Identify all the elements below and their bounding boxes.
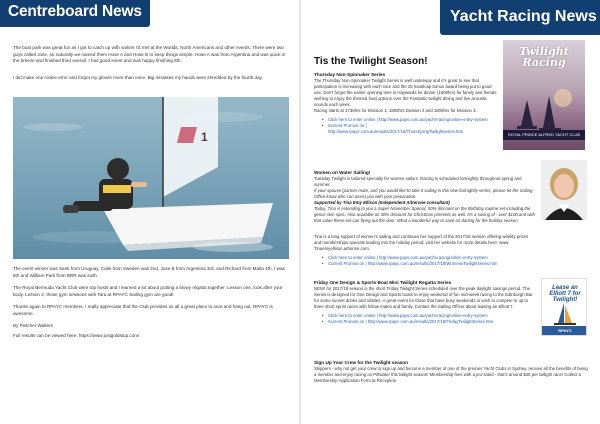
crew-signup-text: Skippers - why not get your crew to sign up and become a member of one of the premier Yacht Clubs in Sydney, receive all the benefits of being a member and enjoy racing on Pittwater this twilight season! Membership fees with a pro-rated - that’s around $25 per twilight race! Collect a Membership Application Form at Reception. xyxy=(314,366,588,383)
left-page xyxy=(0,0,299,424)
women-promos-link[interactable]: • Current Promos on | http://www.rpayc.com.au/results/2017/18/WomensTwilightseries.htm xyxy=(322,261,536,267)
elliott-lease-poster xyxy=(541,278,587,336)
hosts-paragraph: The Royal Bermuda Yacht Club were top hosts and I learned a lot about putting a blowy regatta together. Lesson one, look after your body. Lesson 2, those gym sessions with Tara at RPAYC Sailing gym are good! xyxy=(13,285,283,297)
page-title: Yacht Racing News xyxy=(450,8,597,25)
sponsor-offer: Today, Tina is extending to you a Super November Special, 50% discount on the Birthday routine set including the genus skin spec. Also available as 30% discount for Christmas presents as well. It’s a saving of - over $100 and with that value these set can flying out the door. What a wonderful way to save on darling for the holiday season. xyxy=(314,206,535,223)
page-title: Centreboard News xyxy=(8,3,142,20)
thursday-series-text: The Thursday Non-Spinnaker Twilight Series is well underway and it’s great to see that participation is increasing with each race and the 25 handicap bonus award being put to good use. Don’t forget the earlier opening time in Haywards for dinner (1800hrs) for family and friends wishing to enjoy the themed food options over the Fantastic twilight dining and live acoustic sounds each week. xyxy=(314,78,497,107)
friday-promos-link[interactable]: • Current Promos on | http://www.rpayc.com.au/results/2017/18/FridayTwilightSeries.htm xyxy=(322,319,536,325)
women-on-water-subheading: Women on Water Sailing! xyxy=(314,170,371,175)
women-on-water-support-text: Tina is a long support of women’s sailing and continues her support of the 2017/18 season offering weekly prizes and memberships specials leading into the holiday period; visit her website for more details here: www. Tinaemyellison.arbonne.com. xyxy=(314,234,529,251)
women-on-water-text: Tuesday Twilight is tailored specially for women sailors. Racing is scheduled fortnightly throughout spring and summer. xyxy=(314,176,522,187)
women-on-water-italic: If your spouse (partner mate, and you would like to take it sailing in this new fortnightly series, please let the Sailing Office know who can assist you with your preparation. xyxy=(314,188,533,199)
centreboard-news-banner xyxy=(0,0,150,27)
crew-signup-subheading: Sign Up Your Crew for the Twilight season xyxy=(314,360,409,365)
thanks-paragraph: Thanks again to RPAYC members, I really appreciate that the Club provides us all a great place to race and hang out. RPAYC is awesome. xyxy=(13,304,273,316)
twilight-racing-poster xyxy=(503,40,585,150)
thursday-series-block xyxy=(314,72,497,135)
laser-sailing-photo xyxy=(13,97,289,259)
poster-footer-bar xyxy=(503,130,585,140)
thursday-start-times: Racing starts at 1730hrs for Division 1, 1800hrs Division 2 and 1805hrs for Division 3. xyxy=(314,108,477,113)
section-heading: Tis the Twilight Season! xyxy=(314,56,428,67)
women-entry-link[interactable]: • Click here to enter online | http://www.pays.com.au/yacht-racing/online-entry-system xyxy=(322,255,536,261)
poster-footer: ROYAL PRINCE ALFRED YACHT CLUB xyxy=(507,132,581,137)
elliott-poster-footer-text: RPAYC xyxy=(558,328,572,333)
byline: By Fletcher Walters xyxy=(13,323,53,328)
svg-text:1: 1 xyxy=(201,130,208,144)
friday-series-subheading: Friday One Design & Sports Boat Mini Twilight Regatta Series xyxy=(314,280,452,285)
elliott-poster-footer xyxy=(542,326,587,335)
laser-sailing-illustration xyxy=(13,97,289,259)
intro-paragraph: The boat park was great fun as I got to catch up with sailors I’d met at the Worlds, North Americans and other events. There were two guys called Jose, so naturally we named them Hose A and Hose B to keep things simple. Hose A was from Argentina and was quick in the breeze and finished third overall. I had good event and was happy finishing 6th. xyxy=(13,45,286,64)
thursday-series-subheading: Thursday Non-Spinnaker Series xyxy=(314,72,386,77)
poster-title: Twilight Racing xyxy=(519,45,569,69)
gloves-paragraph: I did make one rookie error and forgot my gloves more than once. Big mistakes my hands were shredded by the fourth day. xyxy=(13,75,263,80)
thursday-promos-link[interactable]: • Current Promos on | http://www.rpayc.com.au/results/2017/18/ThursSprngTwilightseries.htm xyxy=(322,123,497,135)
sponsor-portrait-photo xyxy=(541,160,587,220)
results-paragraph: The event winner was Santi from Uruguay, Caile from Sweden was 2nd, Jose B from Argentina 3rd, and Richard from Malta 4th, I was 6th and William Park from BRR was sixth. xyxy=(13,266,285,278)
thursday-entry-link[interactable]: • Click here to enter online | http://www.pays.com.au/yacht-racing/online-entry-system xyxy=(322,117,497,123)
friday-series-text: NEW! for 2017/18 season is the short Friday Twilight Series scheduled over the peak daylight savings period. The Series is designed for One Design and Sports boats to enjoy weekend of fun mid-week racing to the Edinburgh Bar for some sunset drinks and nibbles. A great event for those that have busy weekends or wish to compete in up to three short sprint races with fellow mates and family. Contact the Sailing Officer about leasing an Elliott 7. xyxy=(314,286,533,309)
yacht-racing-news-banner xyxy=(440,0,600,35)
women-on-water-support-block xyxy=(314,234,536,267)
right-page xyxy=(301,0,600,424)
portrait-illustration xyxy=(541,160,587,220)
friday-entry-link[interactable]: • Click here to enter online | http://www.pays.com.au/yacht-racing/online-entry-system xyxy=(322,313,536,319)
sponsor-line: Supported by Tina Emy Ellison (Independent Aitrerone consultant) xyxy=(314,200,450,205)
crew-signup-block xyxy=(314,360,589,384)
elliott-poster-title: Lease an Elliott 7 for Twilight! xyxy=(549,285,581,304)
full-results-link[interactable]: Full results can be viewed here: https://www.justgoldstup.com/ xyxy=(13,333,140,338)
women-on-water-block xyxy=(314,170,536,224)
friday-series-block xyxy=(314,280,536,325)
